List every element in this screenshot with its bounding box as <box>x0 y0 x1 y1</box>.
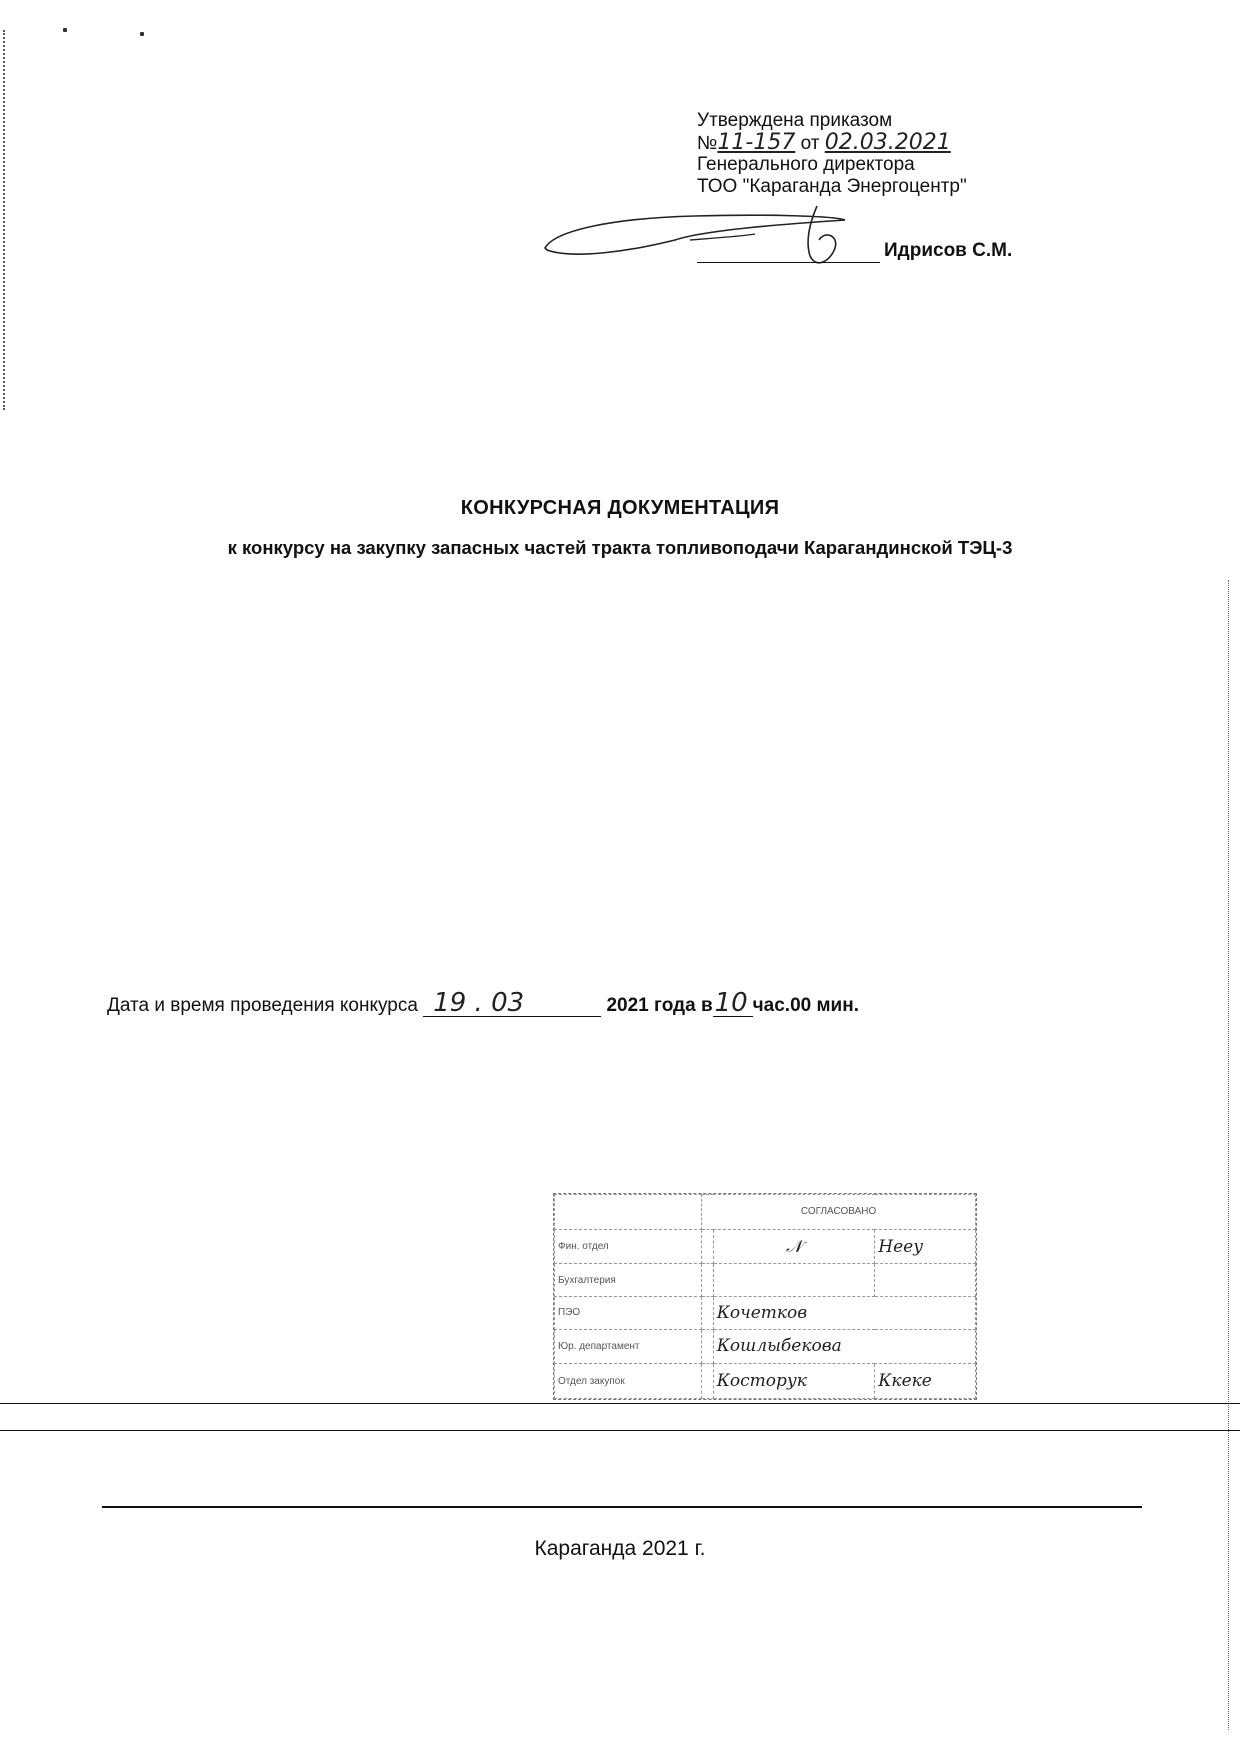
scan-edge-artifact-left <box>3 30 9 410</box>
footer-city-year: Караганда 2021 г. <box>534 1537 706 1560</box>
approval-stamp <box>553 1193 977 1400</box>
stamp-row-label: Юр. департамент <box>555 1329 702 1364</box>
approval-heading: Утверждена приказом <box>697 110 893 131</box>
approval-stamp-table <box>554 1194 976 1399</box>
signature-line <box>697 262 880 263</box>
order-number-handwritten: 11-157 <box>717 130 796 155</box>
stamp-row-label: ПЭО <box>555 1296 702 1329</box>
stamp-row-label: Бухгалтерия <box>555 1264 702 1297</box>
scan-speck <box>140 32 144 36</box>
year-text: 2021 года в <box>606 995 713 1016</box>
stamp-header: СОГЛАСОВАНО <box>702 1195 976 1230</box>
approval-position: Генерального директора <box>697 154 915 175</box>
document-subtitle: к конкурсу на закупку запасных частей тракта топливоподачи Карагандинской ТЭЦ-3 <box>227 537 1013 558</box>
stamp-signature: Нееу <box>875 1229 976 1264</box>
document-title: КОНКУРСНАЯ ДОКУМЕНТАЦИЯ <box>460 497 780 519</box>
horizontal-rule <box>0 1430 1240 1431</box>
footer-rule <box>102 1506 1142 1508</box>
order-date-handwritten: 02.03.2021 <box>824 130 951 155</box>
director-name: Идрисов С.М. <box>884 240 1013 261</box>
stamp-signature: 𝒩 <box>713 1229 875 1264</box>
director-signature-icon <box>535 200 875 280</box>
datetime-label: Дата и время проведения конкурса <box>107 995 418 1016</box>
horizontal-rule <box>0 1403 1240 1404</box>
stamp-signature: Косторук <box>713 1364 875 1399</box>
stamp-row-label: Отдел закупок <box>555 1364 702 1399</box>
contest-datetime-line <box>107 990 859 1017</box>
stamp-signature: Ккеке <box>875 1364 976 1399</box>
contest-hour-handwritten: 10 <box>713 990 753 1017</box>
time-suffix: час.00 мин. <box>752 995 859 1016</box>
approval-company: ТОО "Караганда Энергоцентр" <box>697 176 967 197</box>
contest-date-handwritten: 19 . 03 <box>423 990 601 1017</box>
stamp-signature: Кочетков <box>713 1296 975 1329</box>
scan-speck <box>63 28 67 32</box>
stamp-row-label: Фин. отдел <box>555 1229 702 1264</box>
approval-block <box>697 110 967 198</box>
approval-order-line: №11-157 от 02.03.2021 <box>697 130 951 155</box>
stamp-signature: Кошлыбекова <box>713 1329 975 1364</box>
